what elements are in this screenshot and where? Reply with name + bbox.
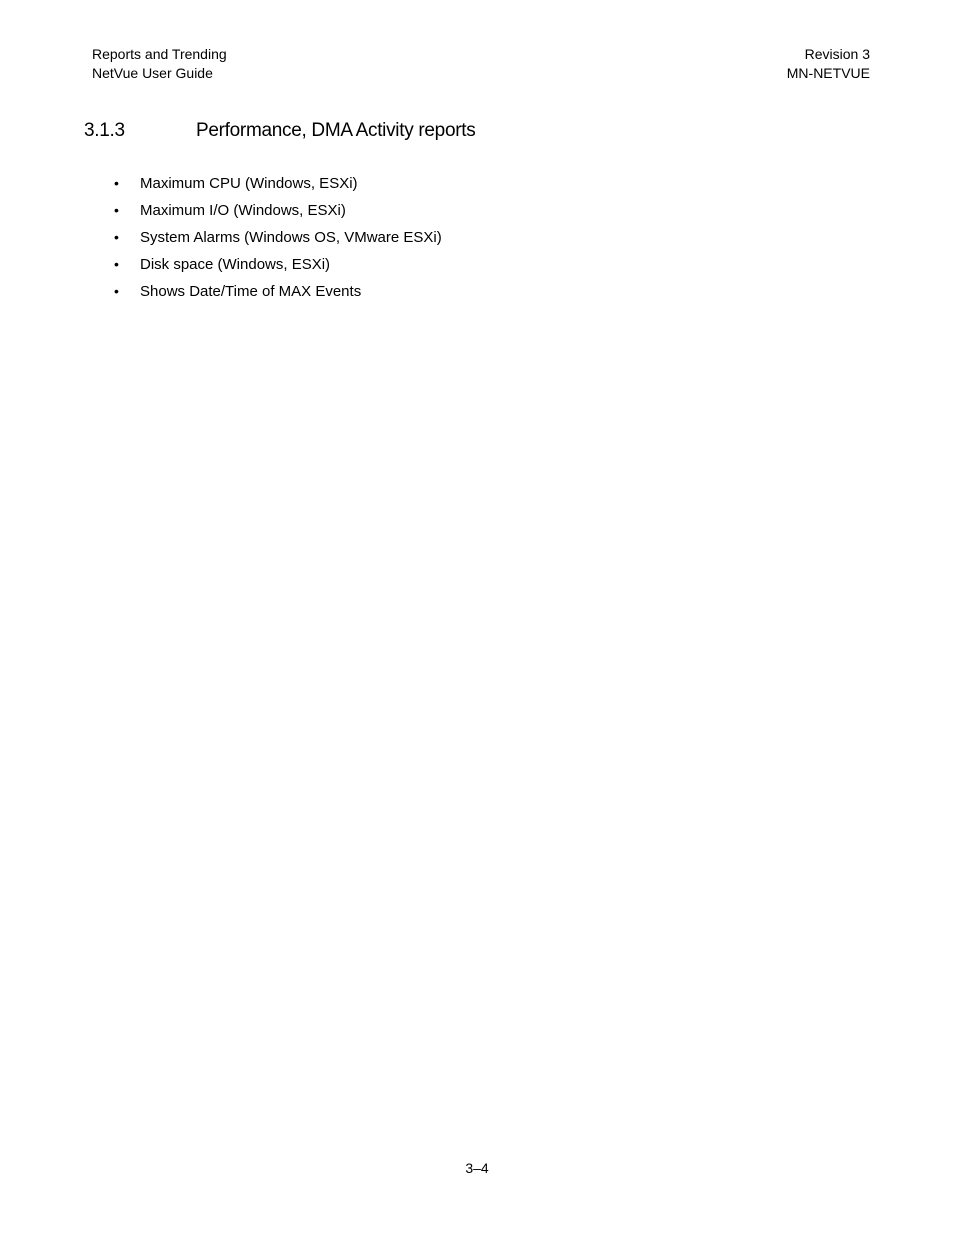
- bullet-list: [114, 173, 442, 308]
- revision-label: Revision 3: [804, 46, 870, 62]
- bullet-icon: •: [114, 175, 119, 191]
- section-title: Performance, DMA Activity reports: [196, 120, 476, 141]
- list-item: [114, 227, 442, 254]
- section-heading: [84, 119, 475, 143]
- page-header-right: [787, 45, 870, 83]
- list-item: [114, 281, 442, 308]
- document-title: NetVue User Guide: [92, 65, 213, 81]
- bullet-icon: •: [114, 256, 119, 272]
- section-number: 3.1.3: [84, 120, 125, 141]
- list-item: [114, 200, 442, 227]
- page-header-left: [92, 45, 227, 83]
- chapter-title: Reports and Trending: [92, 46, 227, 62]
- list-item-text: Disk space (Windows, ESXi): [140, 256, 331, 273]
- list-item-text: Maximum I/O (Windows, ESXi): [140, 202, 346, 219]
- list-item-text: Maximum CPU (Windows, ESXi): [140, 175, 358, 192]
- bullet-icon: •: [114, 283, 119, 299]
- list-item-text: Shows Date/Time of MAX Events: [140, 283, 362, 300]
- page-number: 3–4: [465, 1160, 489, 1176]
- bullet-icon: •: [114, 229, 119, 245]
- list-item-text: System Alarms (Windows OS, VMware ESXi): [140, 229, 442, 246]
- list-item: [114, 173, 442, 200]
- document-number: MN-NETVUE: [786, 65, 870, 81]
- bullet-icon: •: [114, 202, 119, 218]
- list-item: [114, 254, 442, 281]
